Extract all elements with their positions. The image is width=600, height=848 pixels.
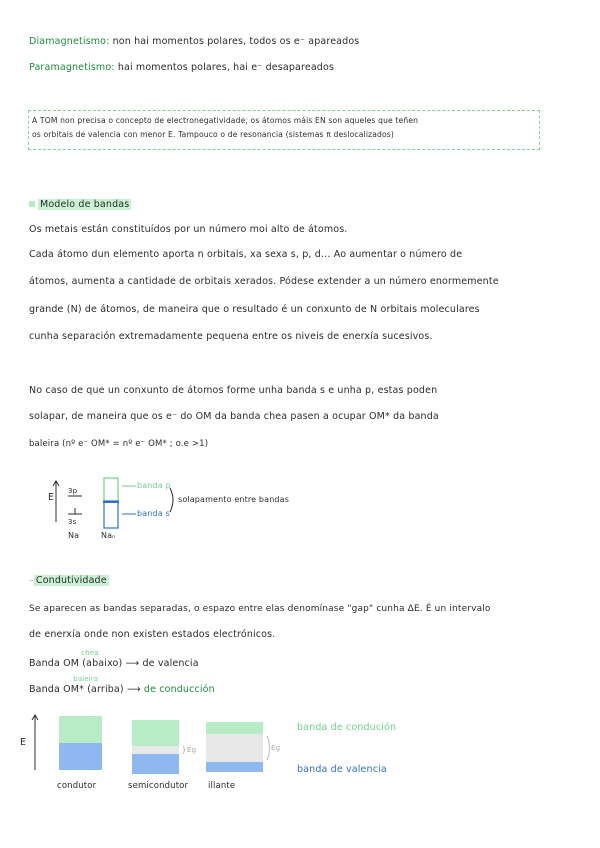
label-nan: Naₙ xyxy=(101,531,116,540)
valence-band-label: banda de valencia xyxy=(297,764,387,775)
arrow-right-icon: ⟶ xyxy=(126,684,141,695)
insulator-conduction-band xyxy=(206,722,263,734)
semiconductor-gap-brace xyxy=(183,746,185,754)
bands-paragraph-2-line: átomos, aumenta a cantidade de orbitais xerados. Pódese extender a un número enormemente xyxy=(29,276,499,287)
overlap-label: solapamento entre bandas xyxy=(178,495,290,504)
label-na: Na xyxy=(68,531,80,540)
paramagnetism-label: Paramagnetismo: xyxy=(29,62,115,73)
diagram2-axis-label: E xyxy=(20,737,27,748)
insulator-valence-band xyxy=(206,762,263,772)
conduction-band-label: banda de condución xyxy=(297,722,397,733)
semiconductor-label: semicondutor xyxy=(128,781,189,791)
band-row-rest: (arriba) xyxy=(87,684,124,695)
band-row-over: baleira xyxy=(73,675,99,683)
conductivity-paragraph-line: de enerxía onde non existen estados electrónicos. xyxy=(29,629,276,640)
band-s-label: banda s xyxy=(137,509,170,518)
conductor-valence-band xyxy=(59,743,102,770)
arrow-right-icon: ⟶ xyxy=(125,658,140,669)
bands-paragraph-3-line: baleira (nº e⁻ OM* = nº e⁻ OM* ; o.e >1) xyxy=(29,439,209,449)
dash-icon: – xyxy=(29,575,34,586)
level-3s-label: 3s xyxy=(68,518,77,526)
diamagnetism-text: non hai momentos polares, todos os e⁻ apareados xyxy=(112,36,360,47)
diamagnetism-label: Diamagnetismo: xyxy=(29,36,110,47)
bands-heading-text: Modelo de bandas xyxy=(40,199,130,210)
band-p-label: banda p xyxy=(137,481,171,490)
semiconductor-conduction-band xyxy=(132,720,179,746)
conductor-conduction-band xyxy=(59,716,102,743)
band-row-om-text: OM xyxy=(63,658,80,669)
conductor-label: condutor xyxy=(57,781,97,791)
conductivity-heading-text: Condutividade xyxy=(35,575,107,586)
band-row-om-text: OM* xyxy=(63,684,85,695)
semiconductor-gap-label: Eg xyxy=(187,746,197,754)
level-3p-label: 3p xyxy=(68,487,78,495)
bands-paragraph-2-line: Cada átomo dun elemento aporta n orbitais, xa sexa s, p, d… Ao aumentar o número de xyxy=(29,249,463,260)
bands-paragraph-3-line: solapar, de maneira que os e⁻ do OM da banda chea pasen a ocupar OM* da banda xyxy=(29,411,439,422)
bands-paragraph-2-line: grande (N) de átomos, de maneira que o resultado é un conxunto de N orbitais moleculares xyxy=(29,304,480,315)
bands-paragraph-3-line: No caso de que un conxunto de átomos forme unha banda s e unha p, estas poden xyxy=(29,385,438,396)
insulator-gap-label: Eg xyxy=(271,744,281,752)
band-row-target: de valencia xyxy=(142,658,199,669)
insulator-gap-brace xyxy=(267,736,270,760)
band-row-prefix: Banda xyxy=(29,658,60,669)
band-row-target: de conducción xyxy=(143,684,215,695)
conductivity-paragraph-line: Se aparecen as bandas separadas, o espazo entre elas denomínase "gap" cunha ΔE. É un intervalo xyxy=(29,604,491,614)
tom-note-line2: os orbitais de valencia con menor E. Tampouco o de resonancia (sistemas π deslocalizados) xyxy=(32,130,395,139)
bands-paragraph-1: Os metais están constituídos por un número moi alto de átomos. xyxy=(29,224,348,235)
band-row-over: chea xyxy=(81,649,99,657)
paramagnetism-text: hai momentos polares, hai e⁻ desapareados xyxy=(117,62,335,73)
band-row-prefix: Banda xyxy=(29,684,60,695)
insulator-label: illante xyxy=(208,781,236,791)
insulator-gap xyxy=(206,734,263,762)
bands-paragraph-2-line: cunha separación extremadamente pequena entre os niveis de enerxía sucesivos. xyxy=(29,331,433,342)
diagram1-axis-label: E xyxy=(48,492,55,503)
semiconductor-gap xyxy=(132,746,179,754)
band-row-rest: (abaixo) xyxy=(82,658,123,669)
tom-note-line1: A TOM non precisa o concepto de electronegatividade, os átomos máis EN son aqueles que teñen xyxy=(32,116,419,125)
semiconductor-valence-band xyxy=(132,754,179,774)
